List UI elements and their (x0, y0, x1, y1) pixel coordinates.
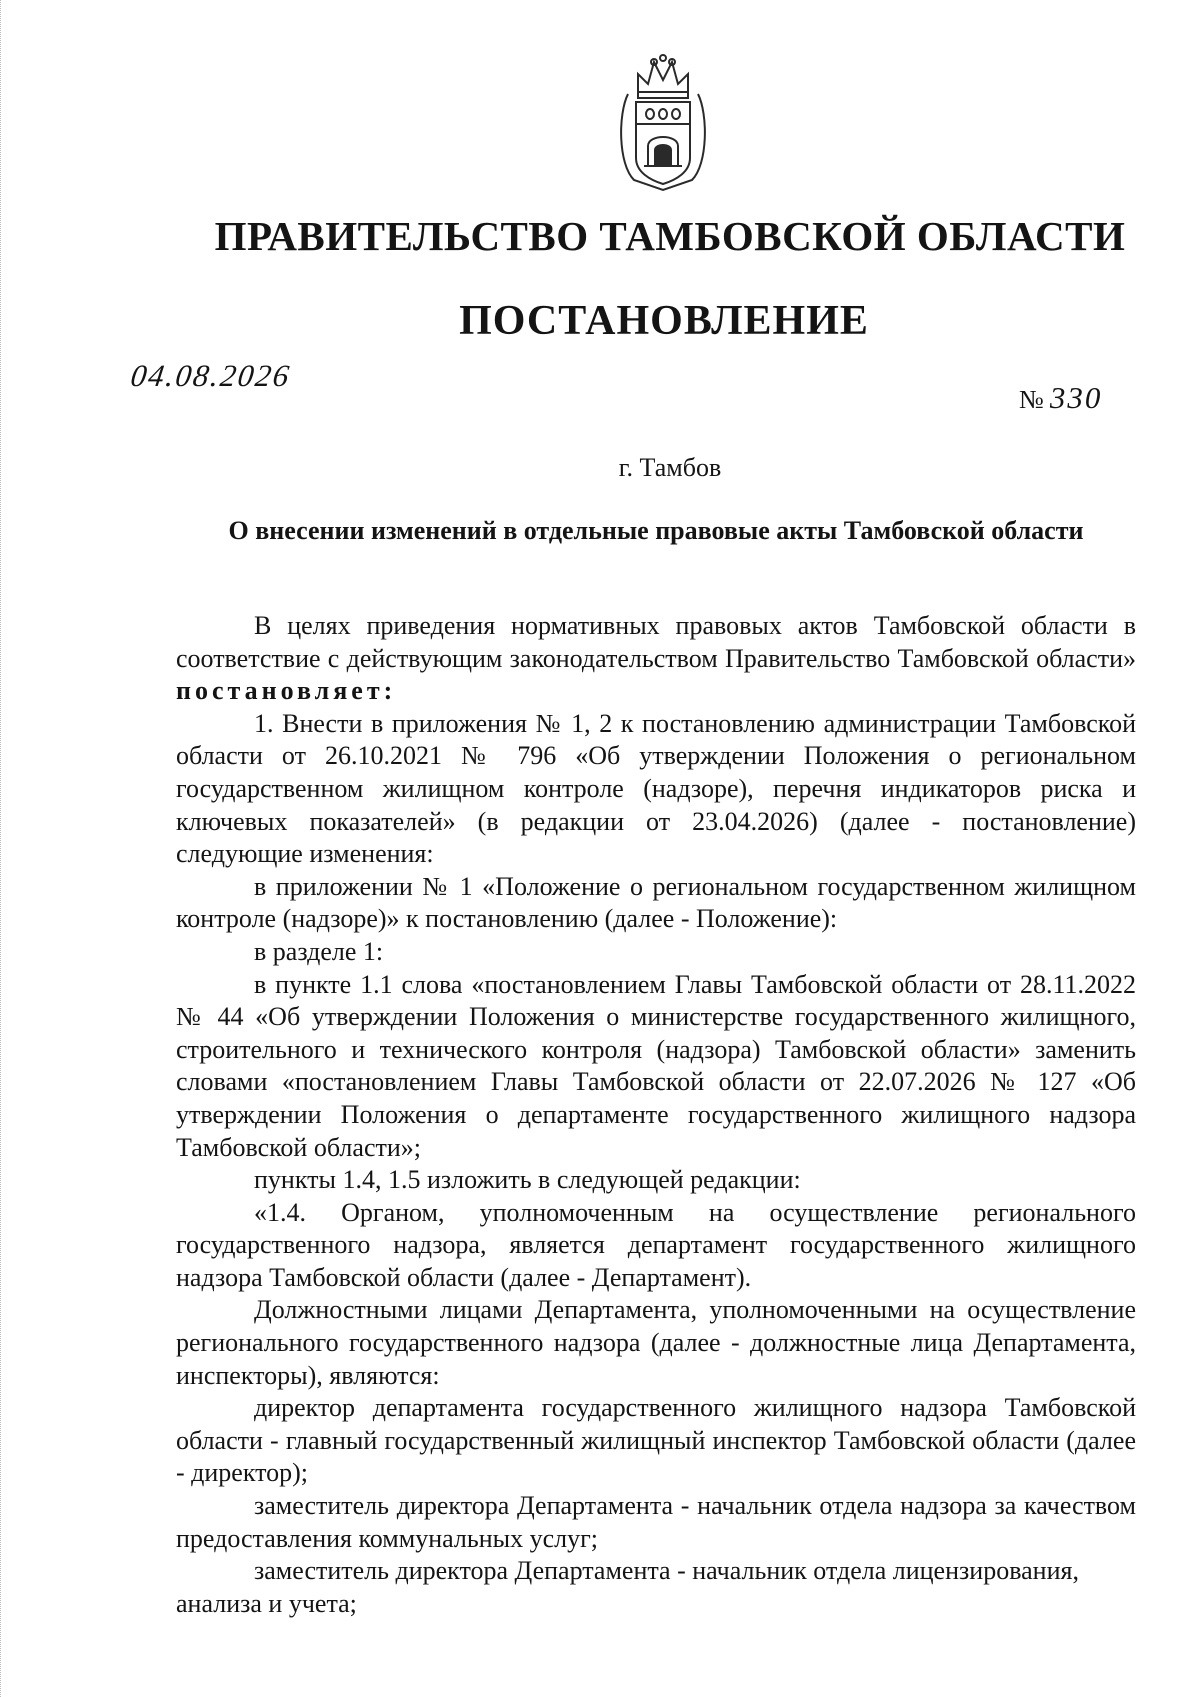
document-number (1019, 380, 1102, 416)
city-line: г. Тамбов (618, 453, 722, 482)
paragraph-5: пункты 1.4, 1.5 изложить в следующей редакции: (254, 1165, 801, 1195)
paragraph-1: 1. Внести в приложения № 1, 2 к постановлению администрации Тамбовской области от 26.10.2021 № 796 «Об утверждении Положения о региональном государственном жилищном контроле (надзоре), перечня индикаторов риска и ключевых показателей» (в редакции от 23.04.2026) (далее - постановление) следующие изменения: (176, 708, 1136, 869)
organization-title: ПРАВИТЕЛЬСТВО ТАМБОВСКОЙ ОБЛАСТИ (214, 213, 1126, 259)
resolves-word: постановляет (176, 676, 384, 706)
preamble-colon: : (383, 676, 393, 706)
number-sign: № (1019, 385, 1044, 414)
number-value: 330 (1049, 380, 1103, 415)
document-body (176, 610, 1136, 1620)
preamble-text: В целях приведения нормативных правовых актов Тамбовской области в соответствие с действующим законодательством Правительство Тамбовской области» (176, 611, 1136, 673)
paragraph-4: в пункте 1.1 слова «постановлением Главы Тамбовской области от 28.11.2022 № 44 «Об утверждении Положения о министерстве государственного жилищного, строительного и технического контроля (надзора) Тамбовской области» заменить словами «постановлением Главы Тамбовской области от 22.07.2026 № 127 «Об утверждении Положения о департаменте государственного жилищного надзора Тамбовской области»; (176, 969, 1136, 1162)
paragraph-9: заместитель директора Департамента - начальник отдела надзора за качеством предоставления коммунальных услуг; (176, 1491, 1136, 1553)
document-subject: О внесении изменений в отдельные правовые акты Тамбовской области (228, 516, 1084, 545)
document-type-heading: ПОСТАНОВЛЕНИЕ (459, 298, 869, 344)
paragraph-8: директор департамента государственного жилищного надзора Тамбовской области - главный государственный жилищный инспектор Тамбовской области (далее - директор); (176, 1393, 1136, 1488)
paragraph-3: в разделе 1: (254, 936, 384, 966)
preamble (176, 610, 1136, 708)
scan-edge (0, 0, 5, 1697)
paragraph-6: «1.4. Органом, уполномоченным на осуществление регионального государственного надзора, является департамент государственного жилищного надзора Тамбовской области (далее - Департамент). (176, 1197, 1136, 1292)
tambov-coat-of-arms-icon (614, 54, 712, 192)
paragraph-2: в приложении № 1 «Положение о региональном государственном жилищном контроле (надзоре)» к постановлению (далее - Положение): (176, 871, 1136, 934)
paragraph-7: Должностными лицами Департамента, уполномоченными на осуществление регионального государственного надзора (далее - должностные лица Департамента, инспекторы), являются: (176, 1295, 1136, 1390)
paragraph-10: заместитель директора Департамента - начальник отдела лицензирования, анализа и учета; (176, 1556, 1079, 1618)
document-date: 04.08.2026 (128, 358, 294, 393)
